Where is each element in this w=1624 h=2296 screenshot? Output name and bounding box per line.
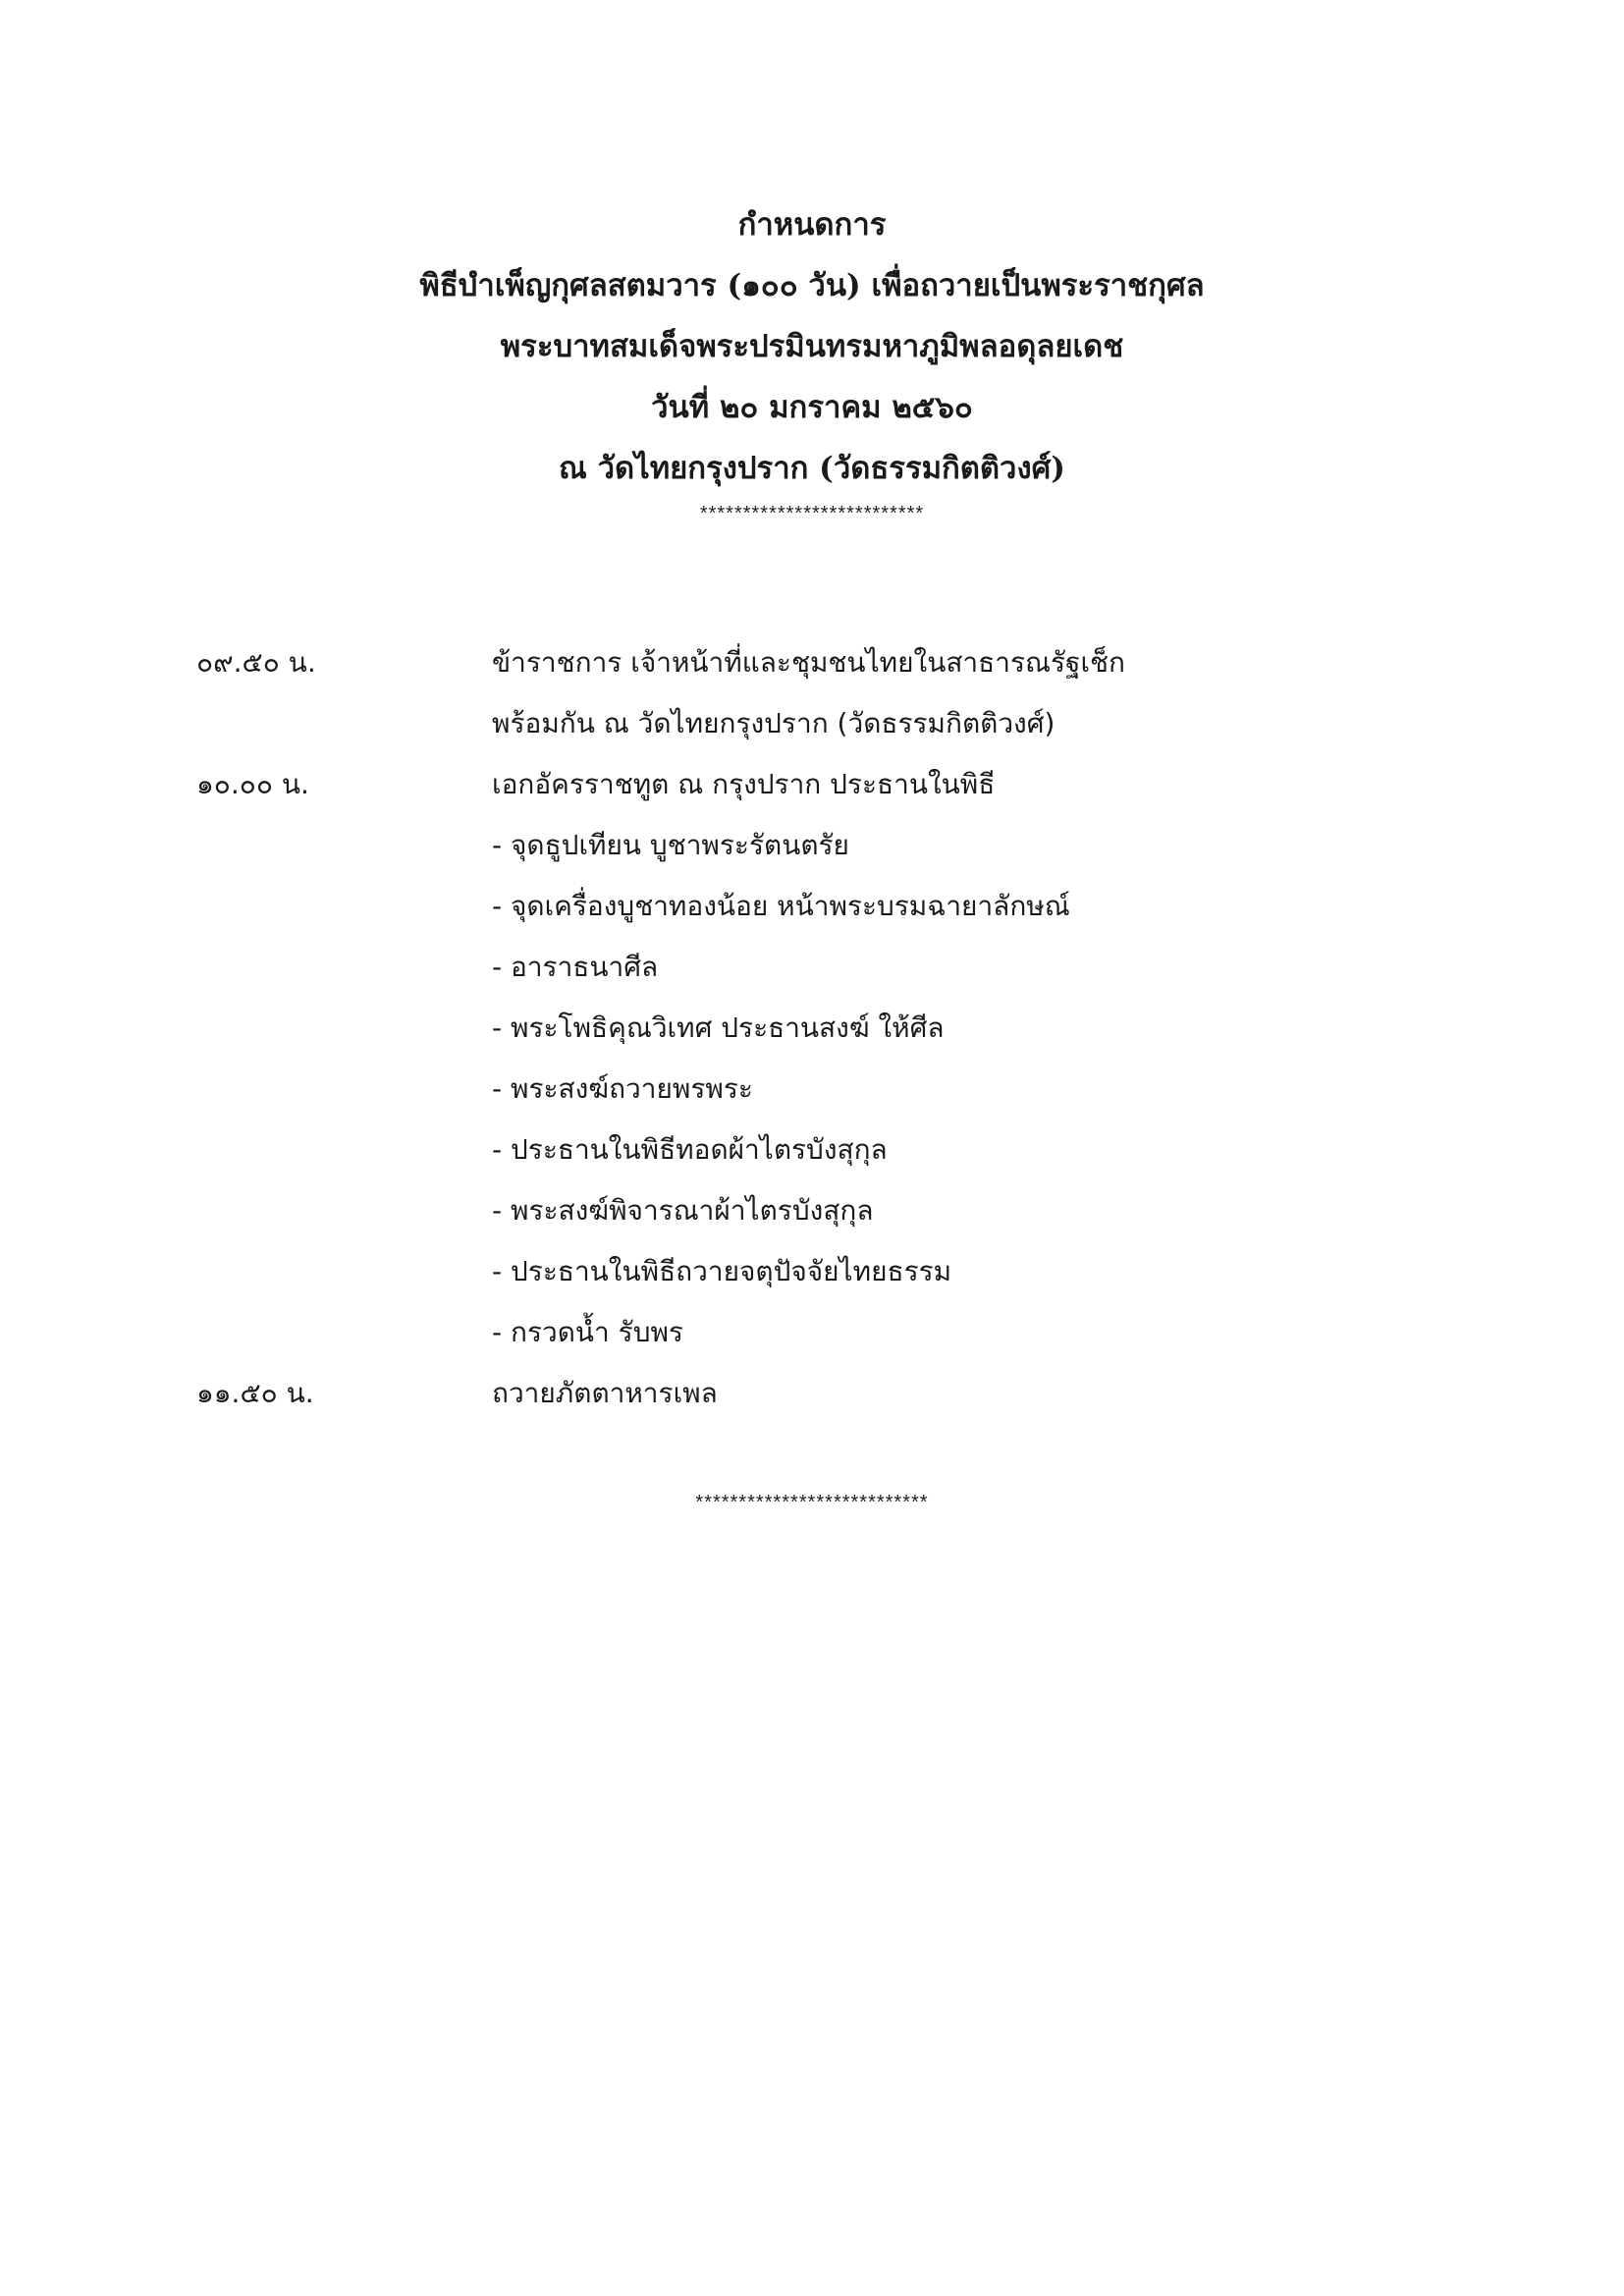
schedule-item: - ประธานในพิธีถวายจตุปัจจัยไทยธรรม <box>492 1255 952 1287</box>
schedule-time: ๑๐.๐๐ น. <box>196 768 309 800</box>
schedule-heading: กำหนดการ <box>737 207 887 243</box>
honoree-name: พระบาทสมเด็จพระปรมินทรมหาภูมิพลอดุลยเดช <box>500 329 1124 364</box>
schedule-row <box>0 1302 1624 1363</box>
schedule-item: เอกอัครราชทูต ณ กรุงปราก ประธานในพิธี <box>492 768 996 800</box>
schedule-item: - อาราธนาศีล <box>492 951 659 983</box>
schedule-row <box>0 693 1624 754</box>
schedule-row <box>0 1180 1624 1241</box>
schedule-row <box>0 1363 1624 1424</box>
schedule-item: - พระสงฆ์ถวายพรพระ <box>492 1072 753 1105</box>
schedule-item: ถวายภัตตาหารเพล <box>492 1377 718 1409</box>
schedule-item: พร้อมกัน ณ วัดไทยกรุงปราก (วัดธรรมกิตติวงศ์) <box>492 707 1056 739</box>
schedule-item: - กรวดน้ำ รับพร <box>492 1316 683 1348</box>
schedule-row <box>0 1241 1624 1302</box>
schedule-row <box>0 815 1624 876</box>
schedule-row <box>0 998 1624 1059</box>
schedule-row <box>0 876 1624 937</box>
schedule-row <box>0 937 1624 998</box>
schedule-item: - พระสงฆ์พิจารณาผ้าไตรบังสุกุล <box>492 1194 874 1227</box>
ceremony-date: วันที่ ๒๐ มกราคม ๒๕๖๐ <box>651 390 973 425</box>
schedule-list <box>0 632 1624 1424</box>
document-header <box>0 194 1624 528</box>
schedule-item: - พระโพธิคุณวิเทศ ประธานสงฆ์ ให้ศีล <box>492 1011 945 1044</box>
header-divider: ************************** <box>699 503 925 524</box>
schedule-row <box>0 1120 1624 1180</box>
footer-divider: *************************** <box>695 1492 929 1513</box>
schedule-item: - จุดธูปเทียน บูชาพระรัตนตรัย <box>492 829 849 861</box>
schedule-row <box>0 754 1624 815</box>
ceremony-title: พิธีบำเพ็ญกุศลสตมวาร (๑๐๐ วัน) เพื่อถวายเป็นพระราชกุศล <box>419 268 1205 303</box>
ceremony-venue: ณ วัดไทยกรุงปราก (วัดธรรมกิตติวงศ์) <box>559 451 1065 486</box>
schedule-time: ๐๙.๕๐ น. <box>196 646 316 679</box>
schedule-row <box>0 1059 1624 1120</box>
schedule-time: ๑๑.๕๐ น. <box>196 1377 314 1409</box>
schedule-item: - จุดเครื่องบูชาทองน้อย หน้าพระบรมฉายาลักษณ์ <box>492 890 1070 922</box>
schedule-item: - ประธานในพิธีทอดผ้าไตรบังสุกุล <box>492 1133 888 1166</box>
schedule-row <box>0 632 1624 693</box>
schedule-item: ข้าราชการ เจ้าหน้าที่และชุมชนไทยในสาธารณรัฐเช็ก <box>492 646 1125 679</box>
